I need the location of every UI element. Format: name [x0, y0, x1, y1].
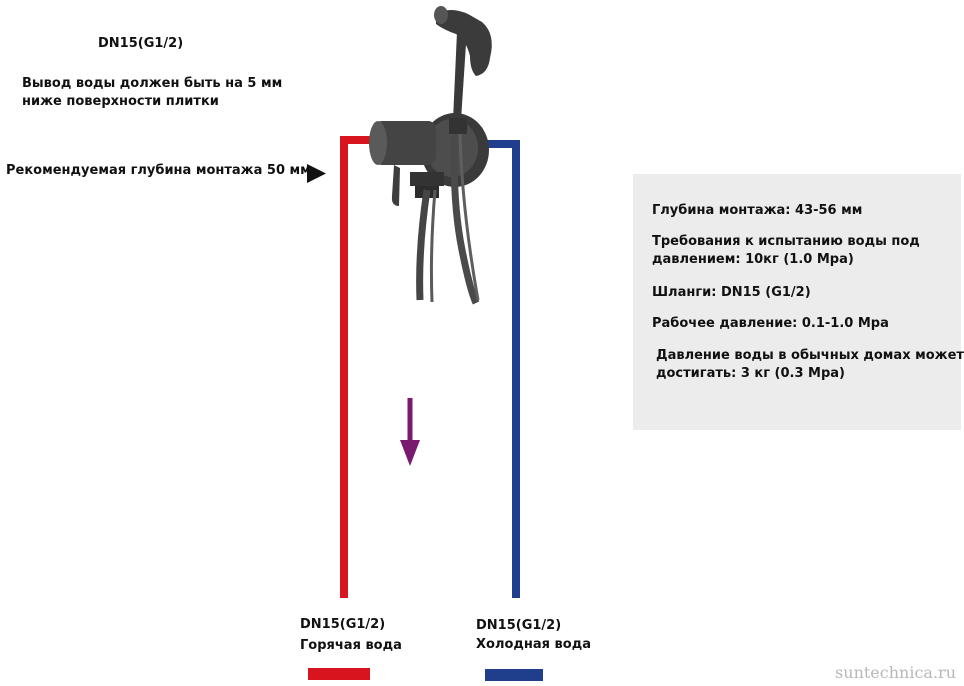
hot-water-label: Горячая вода — [300, 638, 402, 653]
spec-hoses: Шланги: DN15 (G1/2) — [652, 285, 811, 300]
outlet-note-line1: Вывод воды должен быть на 5 мм — [22, 76, 283, 91]
spec-working-pressure: Рабочее давление: 0.1-1.0 Mpa — [652, 316, 889, 331]
hot-water-swatch — [308, 668, 370, 680]
hot-size-label: DN15(G1/2) — [300, 617, 386, 632]
down-arrow-icon — [400, 398, 420, 466]
spec-test-line1: Требования к испытанию воды под — [652, 234, 920, 249]
hot-water-pipe — [344, 140, 382, 598]
outlet-note-line2: ниже поверхности плитки — [22, 94, 219, 109]
cold-water-pipe — [482, 144, 516, 598]
mount-depth-note: Рекомендуемая глубина монтажа 50 мм — [6, 163, 311, 178]
spec-home-line2: достигать: 3 кг (0.3 Mpa) — [656, 366, 845, 381]
spec-home-line1: Давление воды в обычных домах может — [656, 348, 964, 363]
cold-size-label: DN15(G1/2) — [476, 618, 562, 633]
spec-mount-depth: Глубина монтажа: 43-56 мм — [652, 203, 863, 218]
spec-test-line2: давлением: 10кг (1.0 Mpa) — [652, 252, 854, 267]
watermark: suntechnica.ru — [835, 663, 956, 682]
top-size-label: DN15(G1/2) — [98, 36, 184, 51]
cold-water-swatch — [485, 669, 543, 681]
cold-water-label: Холодная вода — [476, 637, 591, 652]
